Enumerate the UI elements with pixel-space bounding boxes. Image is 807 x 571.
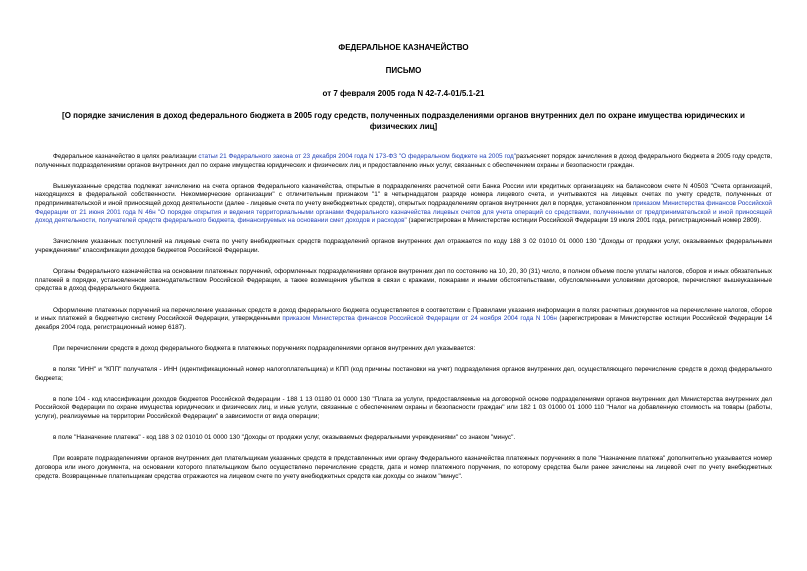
paragraph-text: (зарегистрирован в Министерстве юстиции Российской Федерации 14 декабря 2004 года, регистрационный номер 6187). — [35, 315, 773, 331]
paragraph: Зачисление указанных поступлений на лицевые счета по учету внебюджетных средств подразделений органов внутренних дел отражается по коду 188 3 02 01010 01 0000 130 "Доходы от продажи услуг, оказываемых федеральными учреждениями" классификации доходов бюджетов Российской Федерации. — [35, 238, 772, 254]
law-link[interactable]: статьи 21 Федерального закона от 23 декабря 2004 года N 173-ФЗ "О федеральном бюджете на 2005 год" — [198, 153, 517, 160]
paragraph-text: разъясняет порядок зачисления в доход федерального бюджета в 2005 году средств, полученных подразделениями органов внутренних дел по охране имущества юридических и физических лиц и предоставлению иных услуг, связанных с обеспечением охраны и безопасности граждан. — [35, 153, 772, 169]
doc-type: ПИСЬМО — [385, 66, 422, 75]
paragraph — [35, 183, 772, 226]
doc-date-number: от 7 февраля 2005 года N 42-7.4-01/5.1-21 — [322, 89, 485, 98]
paragraph-text: (зарегистрирован в Министерстве юстиции Российской Федерации 19 июля 2001 года, регистрационный номер 2809). — [406, 217, 762, 225]
doc-title: [О порядке зачисления в доход федерального бюджета в 2005 году средств, полученных подразделениями органов внутренних дел по охране имущества юридических и физических лиц] — [62, 111, 745, 131]
paragraph-text: Федеральное казначейство в целях реализации — [53, 153, 199, 160]
paragraph: При возврате подразделениями органов внутренних дел плательщикам указанных средств в представленных ими органу Федерального казначейства платежных поручениях в поле "Назначение платежа" дополнительно указывается номер договора или иного документа, на основании которого плательщиком было осуществлено перечисление средств, дата и номер платежного поручения, по которому средства были ранее зачислены на лицевой счет по учету внебюджетных средств. Возвращенные плательщикам средства отражаются на лицевом счете по учету внебюджетных средств как доходы со знаком "минус". — [35, 455, 772, 480]
paragraph: в поле 104 - код классификации доходов бюджетов Российской Федерации - 188 1 13 01180 01 0000 130 "Плата за услуги, предоставляемые на договорной основе подразделениями органов внутренних дел Министерства внутренних дел Российской Федерации по охране имущества юридических и физических лиц, и иные услуги, связанные с обеспечением охраны и безопасности граждан" или 182 1 03 01000 01 1000 110 "Налог на добавленную стоимость на товары (работы, услуги), реализуемые на территории Российской Федерации" в зависимости от вида операции; — [35, 395, 772, 421]
order-106n-link[interactable]: приказом Министерства финансов Российской Федерации от 24 ноября 2004 года N 106н — [282, 315, 557, 323]
org-name: ФЕДЕРАЛЬНОЕ КАЗНАЧЕЙСТВО — [338, 43, 469, 52]
document-body — [35, 153, 772, 494]
paragraph-text: Вышеуказанные средства подлежат зачислению на счета органов Федерального казначейства, открытые в подразделениях расчетной сети Банка России или кредитных организациях на балансовом счете N 40503 "Счета организаций, находящихся в федеральной собственности. Некоммерческие организации" с отличительным признаком "1" в четырнадцатом разряде номера лицевого счета, и учитываются на лицевых счетах по учету средств, полученных от предпринимательской и иной приносящей доход деятельности (далее - лицевые счета по учету внебюджетных средств), открытых подразделениям органов внутренних дел в порядке, установленном — [35, 182, 772, 207]
order-46n-link[interactable]: приказом Министерства финансов Российской Федерации от 21 июня 2001 года N 46н "О порядке открытия и ведения территориальными органами Федерального казначейства лицевых счетов для учета операций со средствами, полученными от предпринимательской и иной приносящей доход деятельности, получателей средств федерального бюджета, финансируемых на основании смет доходов и расходов" — [35, 199, 772, 225]
paragraph: При перечислении средств в доход федерального бюджета в платежных поручениях подразделениями органов внутренних дел указывается: — [53, 344, 476, 352]
paragraph: в поле "Назначение платежа" - код 188 3 02 01010 01 0000 130 "Доходы от продажи услуг, оказываемых федеральными учреждениями" со знаком "минус". — [53, 434, 516, 442]
paragraph: Органы Федерального казначейства на основании платежных поручений, оформленных подразделениями органов внутренних дел по состоянию на 10, 20, 30 (31) число, в полном объеме после уплаты налогов, сборов и иных обязательных платежей в порядке, установленном законодательством Российской Федерации, а также возмещения убытков в связи с кражами, пожарами и иными обстоятельствами, обусловленными условиями договоров, перечисляют вышеуказанные средства в доход федерального бюджета. — [35, 268, 772, 293]
paragraph-text: Оформление платежных поручений на перечисление указанных средств в доход федерального бюджета осуществляется в соответствии с Правилами указания информации в полях расчетных документов на перечисление налогов, сборов и иных платежей в бюджетную систему Российской Федерации, утвержденными — [35, 306, 772, 323]
paragraph: в полях "ИНН" и "КПП" получателя - ИНН (идентификационный номер налогоплательщика) и КПП (код причины постановки на учет) подразделения органов внутренних дел, осуществляющего перечисление средств в доход федерального бюджета; — [35, 366, 772, 382]
paragraph — [35, 153, 772, 170]
paragraph — [35, 307, 772, 333]
